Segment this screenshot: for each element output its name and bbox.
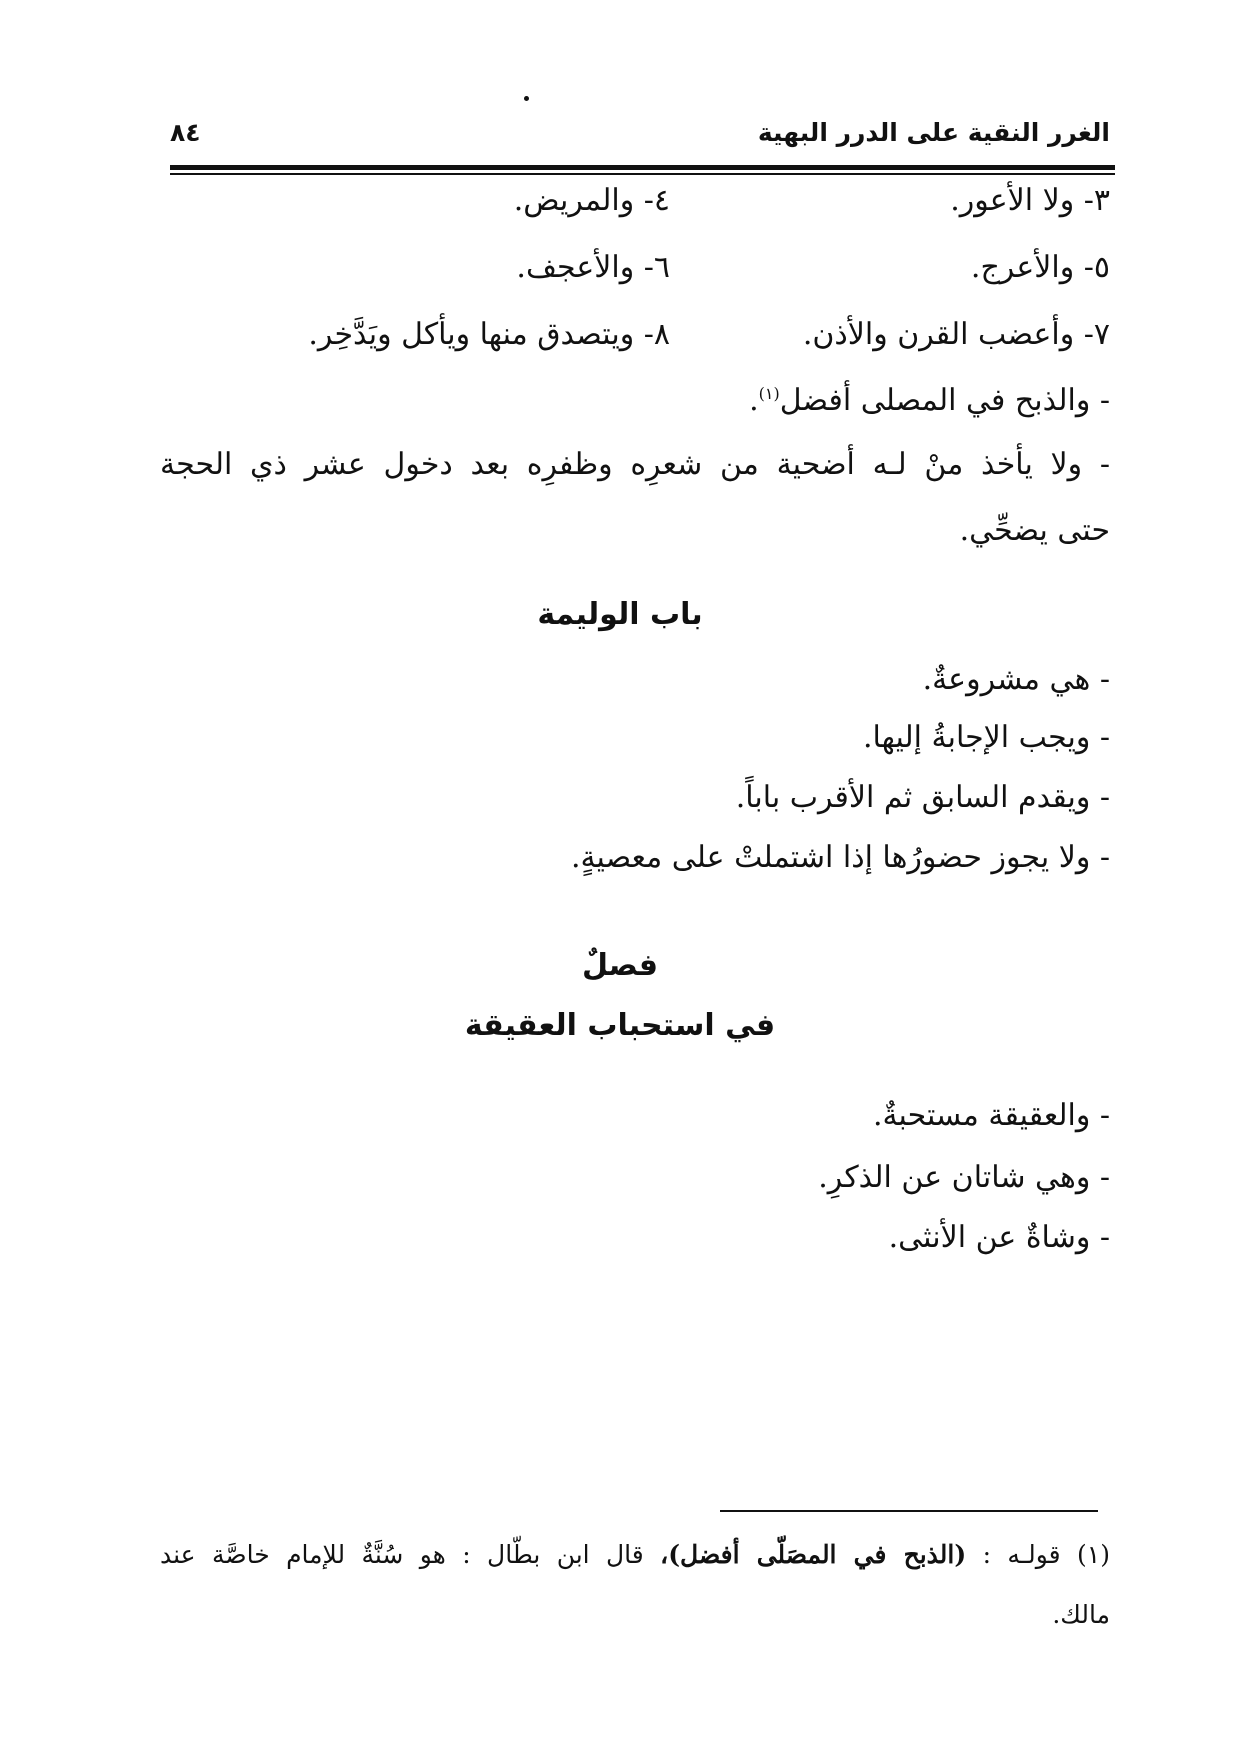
fasl-heading: فصلٌ [582, 948, 658, 983]
aqiqa-heading: في استحباب العقيقة [464, 1008, 776, 1043]
footnote-lead: قولـه : [982, 1540, 1061, 1569]
item-5: ٥- والأعرج. [970, 250, 1110, 285]
item-8: ٨- ويتصدق منها ويأكل ويَدَّخِر. [308, 317, 670, 352]
aqiqa-item: - والعقيقة مستحبةٌ. [872, 1098, 1110, 1133]
hair-nails-line-2: حتى يضحِّي. [959, 513, 1110, 548]
walima-heading: باب الوليمة [537, 597, 703, 632]
walima-item: - ويقدم السابق ثم الأقرب باباً. [735, 780, 1110, 815]
sacrifice-place-text: - والذبح في المصلى أفضل [779, 383, 1110, 418]
footnote-line-1 [160, 1540, 1110, 1569]
page-header [170, 118, 1110, 158]
hair-nails-line-1: - ولا يأخذ منْ لـه أضحية من شعرِه وظفرِه بعد دخول عشر ذي الحجة [160, 447, 1110, 482]
page-number: ٨٤ [170, 118, 201, 147]
footnote-reference: (١) [758, 384, 780, 403]
item-7: ٧- وأعضب القرن والأذن. [802, 317, 1110, 352]
walima-item: - ويجب الإجابةُ إليها. [862, 720, 1110, 755]
running-title: الغرر النقية على الدرر البهية [757, 118, 1110, 147]
footnote-marker: (١) [1077, 1540, 1110, 1569]
walima-item: - ولا يجوز حضورُها إذا اشتملتْ على معصيةٍ. [570, 840, 1110, 875]
aqiqa-item: - وهي شاتان عن الذكرِ. [818, 1160, 1110, 1195]
footnote-line-2: مالك. [1052, 1600, 1110, 1629]
footnote-quote: (الذبح في المصَلّى أفضل)، [660, 1540, 967, 1569]
header-rule-thin [170, 173, 1115, 175]
aqiqa-item: - وشاةٌ عن الأنثى. [888, 1220, 1110, 1255]
items-row [160, 317, 1110, 367]
header-rule-thick [170, 165, 1115, 170]
item-3: ٣- ولا الأعور. [950, 183, 1110, 218]
sacrifice-place-line [749, 383, 1110, 419]
sacrifice-place-end: . [749, 383, 759, 418]
items-row [160, 250, 1110, 300]
item-4: ٤- والمريض. [513, 183, 670, 218]
ink-dot [524, 96, 529, 101]
footnote-separator [720, 1510, 1098, 1512]
walima-item: - هي مشروعةٌ. [922, 662, 1110, 697]
item-6: ٦- والأعجف. [516, 250, 670, 285]
footnote-body: قال ابن بطّال : هو سُنَّةٌ للإمام خاصَّة عند [160, 1540, 644, 1569]
items-row [160, 183, 1110, 233]
